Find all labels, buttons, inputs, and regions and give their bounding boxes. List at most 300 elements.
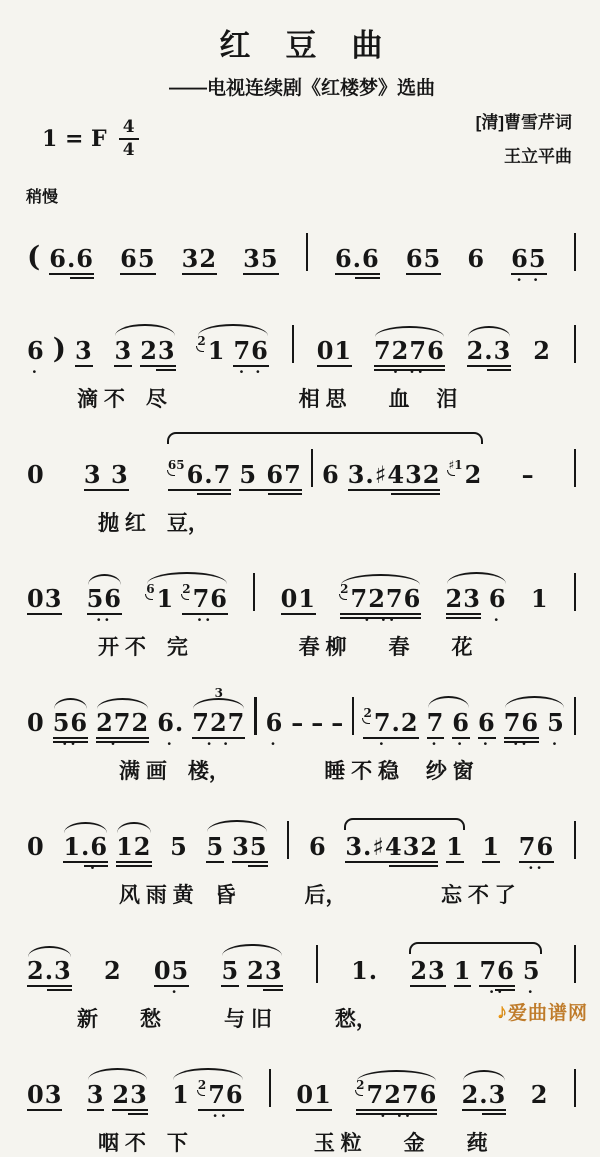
octave-dots: ·· — [488, 983, 506, 1001]
music-line-4 — [26, 547, 578, 661]
note-token — [86, 1080, 106, 1109]
octave-dots: · ·· — [364, 611, 398, 629]
underline-beam — [462, 1109, 507, 1111]
note-group — [156, 708, 185, 753]
barline — [306, 233, 308, 271]
note-text: 1.6 — [63, 832, 109, 861]
note-group — [308, 832, 328, 861]
underline-beam — [348, 489, 441, 491]
note-group — [113, 336, 176, 365]
note-text: ) — [52, 332, 67, 365]
slur-arc — [117, 822, 150, 833]
note-text: 1 — [446, 832, 464, 861]
underline-beam — [114, 365, 132, 367]
notation-row — [26, 1043, 578, 1125]
note-token — [295, 1080, 332, 1109]
underline-beam — [446, 613, 481, 615]
note-token — [530, 1080, 550, 1109]
note-token — [111, 1080, 148, 1109]
notation-row — [26, 423, 578, 505]
note-group — [405, 244, 442, 273]
note-text: 0 — [27, 460, 45, 489]
octave-dots: · — [163, 983, 180, 1001]
note-text: 7 — [426, 708, 445, 737]
note-text: 6.7 — [186, 460, 232, 489]
underline-beam — [27, 613, 62, 615]
grace-note: 2 — [363, 706, 372, 720]
note-text: 7276 — [373, 336, 445, 365]
music-line-8 — [26, 1043, 578, 1157]
note-text: 1. — [351, 956, 379, 985]
note-token — [169, 832, 189, 861]
underline-beam — [281, 613, 316, 615]
note-group — [314, 945, 320, 983]
note-text: 2 — [530, 1080, 549, 1109]
note-text: 1 — [482, 832, 501, 861]
note-token — [242, 244, 279, 273]
note-text: 1 — [453, 956, 472, 985]
note-text: 65 — [511, 244, 547, 273]
note-group — [26, 584, 63, 613]
note-token — [481, 832, 501, 861]
note-token — [197, 1078, 245, 1125]
underline-beam — [406, 273, 441, 275]
note-text: 35 — [243, 244, 279, 273]
meta-row — [26, 102, 578, 174]
music-line-7 — [26, 919, 578, 1033]
note-group — [86, 1080, 149, 1109]
note-group — [426, 708, 471, 753]
note-text: 6.6 — [49, 244, 95, 273]
note-group — [532, 336, 552, 365]
note-group — [316, 336, 353, 365]
note-group — [310, 708, 324, 737]
underline-beam-partial — [197, 493, 231, 495]
note-group — [466, 336, 513, 365]
note-group — [26, 956, 73, 985]
underline-beam-partial — [482, 1113, 506, 1115]
note-token — [546, 708, 566, 753]
song-subtitle: ——电视连续剧《红楼梦》选曲 — [168, 78, 435, 99]
octave-dots: · · — [516, 271, 542, 289]
note-token — [308, 832, 328, 861]
grace-note: ♯1 — [448, 458, 463, 472]
note-token — [205, 832, 225, 861]
note-token — [181, 244, 218, 273]
music-line-5 — [26, 671, 578, 785]
underline-beam — [239, 489, 301, 491]
note-token — [426, 708, 446, 753]
underline-beam — [168, 489, 231, 491]
octave-dots: · — [482, 735, 491, 753]
underline-beam-partial — [70, 277, 94, 279]
note-group — [350, 697, 356, 735]
underline-beam — [446, 861, 464, 863]
note-token — [321, 460, 341, 489]
underline-beam-partial — [128, 1113, 147, 1115]
note-group — [52, 708, 151, 753]
octave-dots: · — [527, 983, 536, 1001]
underline-beam-partial — [487, 369, 511, 371]
lyricist-credit: [清]曹雪芹词 — [475, 113, 572, 132]
note-text: 23 — [445, 584, 481, 613]
note-group — [242, 244, 279, 273]
note-token — [26, 584, 63, 613]
tuplet-number: 3 — [214, 686, 224, 700]
note-group — [251, 573, 257, 611]
note-text: 2 — [533, 336, 551, 365]
note-group — [62, 832, 152, 877]
slur-arc — [97, 698, 148, 709]
note-token — [466, 336, 513, 365]
note-group — [26, 708, 46, 737]
underline-beam — [454, 985, 472, 987]
note-text: 6 — [452, 708, 470, 737]
note-text: 7276 — [366, 1080, 438, 1109]
note-text: 03 — [27, 1080, 63, 1109]
note-token — [113, 336, 133, 365]
note-token — [52, 332, 68, 365]
note-text: 6 — [322, 460, 340, 489]
note-token — [518, 832, 555, 877]
time-signature-numerator: 4 — [119, 118, 139, 140]
note-token — [231, 832, 268, 861]
note-group — [304, 233, 310, 271]
note-token — [355, 1078, 438, 1125]
notation-row — [26, 207, 578, 289]
octave-dots: ·· — [513, 735, 530, 753]
note-token — [521, 460, 535, 489]
note-group — [530, 1080, 550, 1109]
note-token — [478, 956, 515, 1001]
note-token — [265, 708, 285, 753]
note-group — [26, 460, 46, 489]
note-text: 5 — [170, 832, 188, 861]
note-token — [62, 832, 109, 877]
note-text: 2.3 — [27, 956, 72, 985]
underline-beam — [335, 273, 380, 275]
note-text: – — [311, 708, 324, 737]
note-token — [145, 582, 175, 613]
underline-beam — [221, 985, 239, 987]
note-group — [265, 708, 285, 753]
song-title: 红 豆 曲 — [219, 28, 385, 64]
lyrics-line: 抛 红 豆， — [56, 512, 209, 535]
note-text: 12 — [116, 832, 152, 861]
note-text: 23 — [112, 1080, 148, 1109]
note-text: 6 — [467, 244, 486, 273]
note-text: 6 — [265, 708, 284, 737]
note-text: 7276 — [350, 584, 422, 613]
underline-beam — [247, 985, 282, 987]
note-token — [290, 708, 304, 737]
underline-beam-partial — [47, 989, 71, 991]
note-token — [103, 956, 123, 985]
note-group — [461, 1080, 508, 1109]
barline — [253, 573, 255, 611]
note-token — [310, 708, 324, 737]
octave-dots: · ·· — [380, 1107, 414, 1125]
note-text: 5 — [522, 956, 541, 985]
note-text: 2.3 — [466, 336, 512, 365]
note-group — [572, 945, 578, 983]
note-text: 1 — [207, 336, 226, 365]
note-group — [518, 832, 555, 877]
note-text: 6.6 — [334, 244, 380, 273]
note-group — [252, 697, 258, 735]
underline-beam — [232, 861, 267, 863]
note-text: 5 — [206, 832, 225, 861]
time-signature — [119, 118, 139, 159]
grace-note: 6 — [146, 582, 155, 596]
note-token — [48, 244, 95, 273]
music-line-6 — [26, 795, 578, 909]
note-group — [466, 244, 486, 273]
octave-dots: ·· — [212, 1107, 229, 1125]
note-group — [445, 584, 508, 629]
barline — [316, 945, 318, 983]
note-token — [167, 458, 232, 489]
note-group — [280, 584, 317, 613]
note-group — [169, 832, 189, 861]
slur-arc — [341, 574, 420, 585]
note-token — [488, 584, 508, 629]
underline-beam — [206, 861, 224, 863]
slur-arc — [375, 326, 444, 337]
note-token — [238, 460, 302, 489]
note-group — [86, 584, 123, 629]
octave-dots: · — [493, 611, 502, 629]
note-text: 76 — [233, 336, 269, 365]
note-token — [362, 706, 419, 753]
note-token — [52, 708, 89, 753]
barline — [292, 325, 294, 363]
note-group — [181, 244, 218, 273]
note-group — [267, 1069, 273, 1107]
note-text: 3 — [114, 336, 133, 365]
note-text: 65 — [120, 244, 156, 273]
lyrics-line: 新 愁 与 旧 愁， — [56, 1008, 377, 1031]
note-group — [26, 832, 46, 861]
credits — [476, 106, 572, 174]
note-group — [409, 956, 541, 1001]
underline-beam-partial — [248, 865, 267, 867]
note-group — [191, 686, 246, 753]
note-text: 6 — [27, 336, 45, 365]
note-token — [139, 336, 176, 365]
underline-beam — [482, 861, 500, 863]
note-text: 76 — [479, 956, 515, 985]
note-text: 2 — [464, 460, 483, 489]
underline-beam — [467, 365, 512, 367]
note-token — [522, 956, 542, 1001]
note-group — [167, 449, 483, 487]
note-text: 65 — [405, 244, 442, 273]
note-token — [171, 1080, 191, 1109]
note-group — [205, 832, 268, 861]
note-text: – — [291, 708, 304, 737]
underline-beam — [84, 489, 129, 491]
underline-beam-partial — [389, 865, 438, 867]
note-text: 5 67 — [239, 460, 302, 489]
barline — [574, 449, 576, 487]
note-token — [453, 956, 473, 985]
barline — [254, 697, 256, 735]
note-text: 1 — [530, 584, 549, 613]
watermark — [496, 998, 588, 1025]
grace-note: 2 — [340, 582, 349, 596]
note-group — [295, 1080, 332, 1109]
underline-beam-2 — [116, 865, 151, 867]
slur-arc — [28, 946, 71, 957]
note-text: 76 — [208, 1080, 244, 1109]
note-text: 6. — [157, 708, 185, 737]
music-line-1 — [26, 207, 578, 289]
note-text: 1 — [172, 1080, 190, 1109]
underline-beam-2 — [446, 617, 481, 619]
note-group — [220, 956, 283, 985]
note-token — [445, 832, 465, 861]
note-text: ( — [27, 240, 42, 273]
note-text: 3.♯432 — [347, 460, 441, 489]
note-text: 1 — [156, 584, 175, 613]
underline-beam — [120, 273, 155, 275]
note-text: 3 — [86, 1080, 105, 1109]
octave-dots: · — [110, 735, 135, 753]
music-note-icon: ♪ — [496, 999, 507, 1023]
octave-dots: ·· — [196, 611, 214, 629]
slur-arc — [115, 324, 174, 336]
underline-beam-partial — [391, 493, 440, 495]
slur-arc — [198, 324, 267, 336]
underline-beam — [296, 1109, 331, 1111]
note-token — [26, 460, 46, 489]
watermark-site-name: 爱曲谱网 — [507, 1003, 588, 1024]
note-text: 23 — [140, 336, 176, 365]
octave-dots: · ·· — [392, 363, 426, 381]
grace-note: 2 — [197, 1078, 207, 1092]
octave-dots: · · — [206, 735, 232, 753]
note-group — [26, 1080, 63, 1109]
lyrics-line: 滴 不 尽 相 思 血 泪 — [56, 388, 458, 411]
note-token — [477, 708, 497, 753]
slur-arc — [447, 572, 506, 584]
note-group — [503, 708, 566, 753]
note-token — [26, 832, 46, 861]
note-group — [572, 233, 578, 271]
slur-arc — [207, 820, 266, 832]
slur-arc — [468, 326, 511, 337]
note-token — [86, 584, 123, 629]
note-token — [503, 708, 540, 753]
note-group — [290, 325, 296, 363]
note-group — [145, 582, 229, 629]
note-group — [572, 325, 578, 363]
note-token — [445, 584, 482, 613]
note-group — [119, 244, 156, 273]
note-token — [373, 336, 446, 381]
note-token — [26, 240, 42, 273]
note-group — [477, 708, 497, 753]
lyrics-line: 开 不 完 春 柳 春 花 — [56, 636, 473, 659]
underline-beam-partial — [263, 989, 282, 991]
note-token — [461, 1080, 508, 1109]
underline-beam — [87, 1109, 105, 1111]
note-token — [405, 244, 442, 273]
underline-beam — [112, 1109, 147, 1111]
barline — [574, 1069, 576, 1107]
note-text: 56 — [86, 584, 122, 613]
note-text: 272 — [96, 708, 150, 737]
music-line-3 — [26, 423, 578, 537]
note-text: 01 — [296, 1080, 332, 1109]
note-token — [339, 582, 422, 629]
underline-beam-partial — [268, 493, 302, 495]
note-group — [290, 708, 304, 737]
note-text: 05 — [153, 956, 190, 985]
grace-note: 2 — [182, 582, 191, 596]
key-signature: 1 = F — [42, 125, 107, 152]
note-token — [119, 244, 156, 273]
octave-dots: · — [166, 735, 175, 753]
octave-dots: · — [31, 363, 40, 381]
octave-dots: ·· — [528, 859, 545, 877]
score-body — [26, 207, 578, 1157]
note-group — [373, 336, 446, 381]
grace-note: 65 — [167, 458, 185, 472]
note-token — [409, 956, 446, 985]
note-text: 0 — [27, 832, 45, 861]
note-text: 727 — [192, 708, 246, 737]
note-group — [153, 956, 190, 1001]
note-text: 3.♯432 — [345, 832, 439, 861]
note-token — [26, 1080, 63, 1109]
underline-beam-partial — [156, 369, 175, 371]
underline-beam — [116, 861, 151, 863]
octave-dots: · — [378, 735, 404, 753]
note-text: 23 — [410, 956, 446, 985]
slur-arc — [173, 1068, 242, 1080]
note-group — [521, 460, 535, 489]
note-token — [220, 956, 240, 985]
note-group — [350, 956, 379, 985]
note-token — [280, 584, 317, 613]
barline — [574, 945, 576, 983]
note-group — [26, 240, 95, 273]
barline — [574, 233, 576, 271]
note-group — [510, 244, 547, 289]
note-token — [344, 832, 439, 861]
note-text: 3 — [74, 336, 93, 365]
note-text: 7.2 — [373, 708, 419, 737]
octave-dots: · — [73, 859, 99, 877]
barline — [287, 821, 289, 859]
tempo-marking: 稍慢 — [26, 189, 59, 206]
note-text: 6 — [478, 708, 496, 737]
time-signature-denominator: 4 — [122, 139, 135, 160]
octave-dots: · — [457, 735, 466, 753]
phrase-bracket — [409, 942, 541, 954]
barline — [574, 821, 576, 859]
octave-dots: · — [431, 735, 440, 753]
underline-beam — [140, 365, 175, 367]
note-text: 6 — [488, 584, 507, 613]
note-token — [26, 708, 46, 737]
slur-arc — [222, 944, 281, 956]
notation-row — [26, 547, 578, 629]
phrase-bracket — [344, 818, 464, 830]
note-text: 01 — [280, 584, 316, 613]
